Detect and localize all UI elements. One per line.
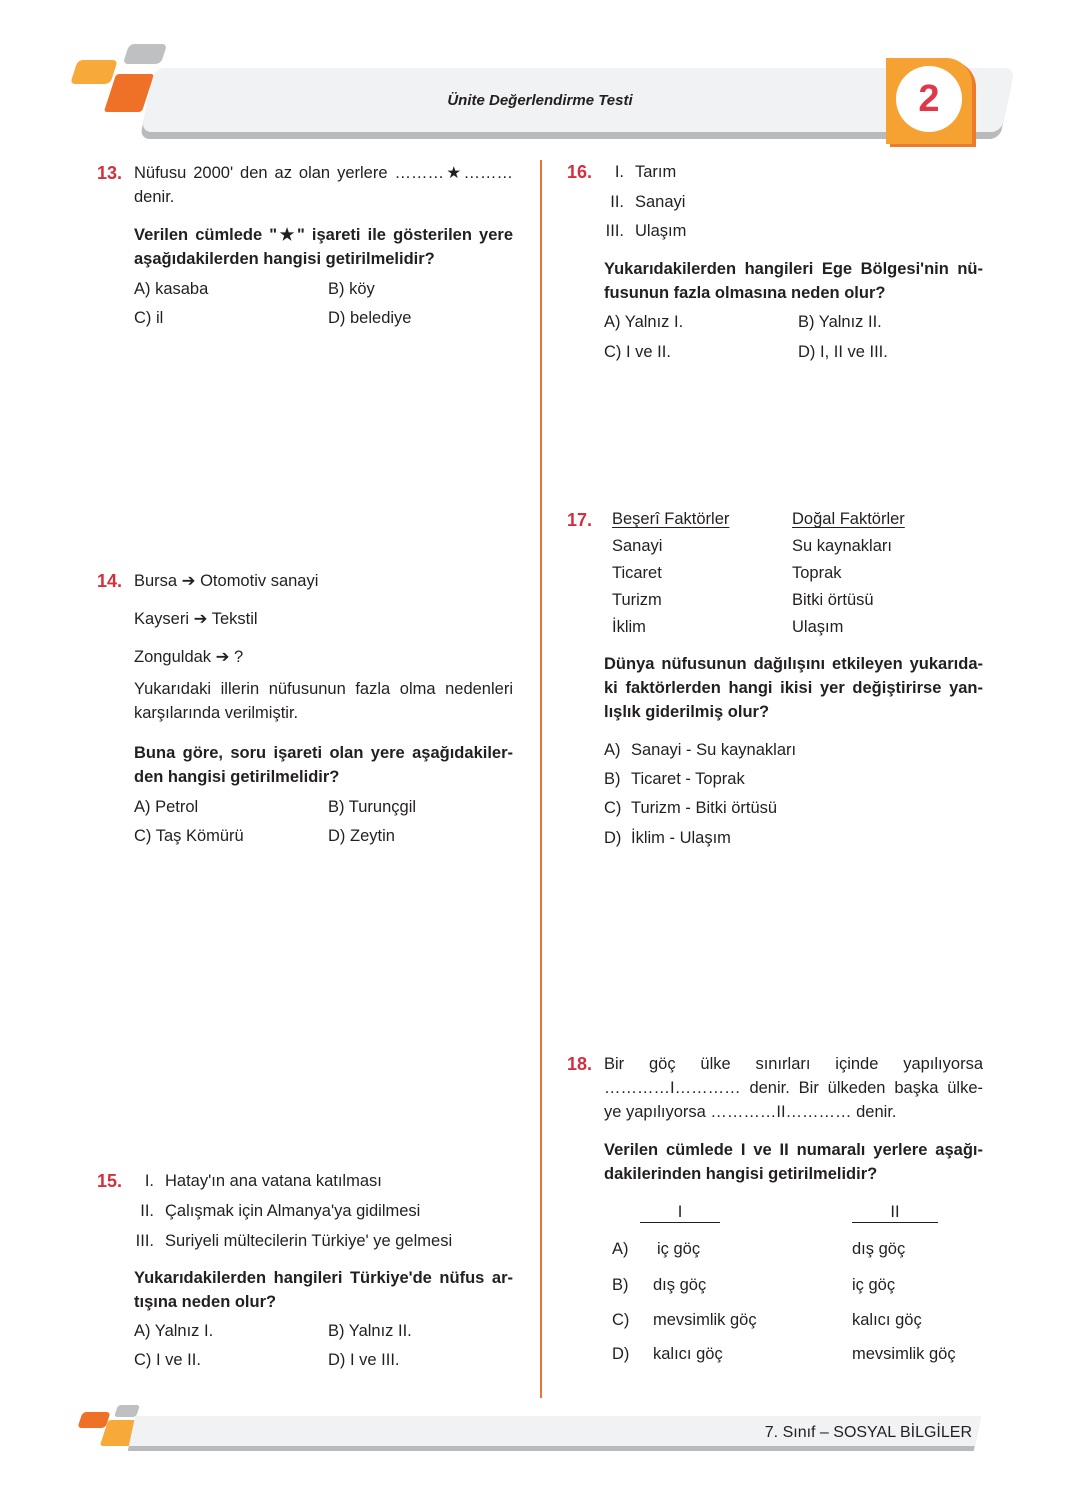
question-number: 16.: [567, 162, 593, 182]
table-cell: Turizm: [612, 591, 662, 609]
list-item: Kayseri ➔ Tekstil: [134, 610, 258, 628]
column-header: Doğal Faktörler: [792, 510, 905, 528]
option-a[interactable]: A) kasaba: [134, 280, 209, 298]
question-prompt: Yukarıdakilerden hangileri Türkiye'de nüfus ar-: [134, 1269, 513, 1287]
option-col-ii: kalıcı göç: [852, 1311, 922, 1329]
list-item: Sanayi: [635, 193, 686, 211]
option-col-i: mevsimlik göç: [653, 1311, 757, 1329]
roman-numeral: III.: [605, 222, 624, 240]
roman-numeral: I.: [144, 1172, 154, 1190]
column-divider: [540, 160, 542, 1398]
option-c[interactable]: C) I ve II.: [134, 1351, 201, 1369]
question-prompt: fusunun fazla olmasına neden olur?: [604, 284, 886, 302]
roman-numeral: II.: [610, 193, 624, 211]
option-b[interactable]: B) Yalnız II.: [328, 1322, 412, 1340]
footer-subject: 7. Sınıf – SOSYAL BİLGİLER: [764, 1424, 972, 1441]
option-b[interactable]: B) Turunçgil: [328, 798, 417, 816]
option-col-ii: iç göç: [852, 1276, 896, 1294]
question-text: Nüfusu 2000' den az olan yerlere ………★………: [134, 164, 513, 182]
list-item: Bursa ➔ Otomotiv sanayi: [134, 572, 319, 590]
test-number: 2: [918, 78, 940, 120]
test-number-badge: [886, 58, 972, 144]
roman-numeral: II.: [140, 1202, 154, 1220]
option-c[interactable]: C) I ve II.: [604, 343, 671, 361]
option-col-i: kalıcı göç: [653, 1345, 723, 1363]
question-prompt: Dünya nüfusunun dağılışını etkileyen yukarıda-: [604, 655, 983, 673]
question-text: …………I………… denir. Bir ülkeden başka ülke-: [604, 1079, 983, 1097]
question-prompt: lışlık giderilmiş olur?: [604, 703, 770, 721]
question-prompt: dakilerinden hangisi getirilmelidir?: [604, 1165, 878, 1183]
option-a[interactable]: A) Yalnız I.: [134, 1322, 214, 1340]
question-number: 17.: [567, 510, 593, 530]
option-text: Turizm - Bitki örtüsü: [631, 799, 778, 817]
column-header: Beşerî Faktörler: [612, 510, 730, 528]
table-cell: Bitki örtüsü: [792, 591, 874, 609]
option-col-i: iç göç: [657, 1240, 701, 1258]
question-number: 15.: [97, 1171, 123, 1191]
option-text: Ticaret - Toprak: [631, 770, 745, 788]
roman-numeral: I.: [614, 163, 624, 181]
list-item: Hatay'ın ana vatana katılması: [165, 1172, 382, 1190]
question-prompt: den hangisi getirilmelidir?: [134, 768, 340, 786]
list-item: Suriyeli mültecilerin Türkiye' ye gelmesi: [165, 1232, 453, 1250]
question-prompt: Yukarıdakilerden hangileri Ege Bölgesi'nin nü-: [604, 260, 983, 278]
option-d[interactable]: D) I, II ve III.: [798, 343, 888, 361]
option-b[interactable]: B) Yalnız II.: [798, 313, 882, 331]
list-item: Çalışmak için Almanya'ya gidilmesi: [165, 1202, 421, 1220]
question-prompt: aşağıdakilerden hangisi getirilmelidir?: [134, 250, 435, 268]
option-text: İklim - Ulaşım: [631, 829, 731, 847]
question-prompt: ki faktörlerden hangi ikisi yer değiştirirse yan-: [604, 679, 983, 697]
option-d[interactable]: D) belediye: [328, 309, 412, 327]
question-text: karşılarında verilmiştir.: [134, 704, 299, 722]
option-c[interactable]: C) il: [134, 309, 164, 327]
table-cell: Sanayi: [612, 537, 663, 555]
question-prompt: Verilen cümlede "★" işareti ile gösterilen yere: [134, 226, 513, 244]
table-cell: İklim: [612, 618, 646, 636]
question-number: 14.: [97, 571, 123, 591]
option-col-ii: dış göç: [852, 1240, 906, 1258]
table-cell: Ulaşım: [792, 618, 844, 636]
option-c[interactable]: C) Taş Kömürü: [134, 827, 244, 845]
question-prompt: tışına neden olur?: [134, 1293, 277, 1311]
list-item: Zonguldak ➔ ?: [134, 648, 244, 666]
option-d[interactable]: D) Zeytin: [328, 827, 395, 845]
question-number: 18.: [567, 1054, 593, 1074]
table-cell: Ticaret: [612, 564, 662, 582]
question-prompt: Verilen cümlede I ve II numaralı yerlere aşağı-: [604, 1141, 983, 1159]
option-letter: B): [604, 770, 621, 788]
option-letter: A): [604, 741, 621, 759]
list-item: Ulaşım: [635, 222, 687, 240]
option-d[interactable]: D) I ve III.: [328, 1351, 400, 1369]
table-cell: Su kaynakları: [792, 537, 892, 555]
option-col-ii: mevsimlik göç: [852, 1345, 956, 1363]
question-text: ye yapılıyorsa …………II………… denir.: [604, 1103, 897, 1121]
table-cell: Toprak: [792, 564, 842, 582]
column-header: I: [640, 1202, 720, 1223]
roman-numeral: III.: [135, 1232, 154, 1250]
option-col-i: dış göç: [653, 1276, 707, 1294]
option-a[interactable]: A) Yalnız I.: [604, 313, 684, 331]
header-title: Ünite Değerlendirme Testi: [447, 92, 633, 109]
option-letter: A): [612, 1240, 629, 1258]
question-text: denir.: [134, 188, 175, 206]
option-letter: D): [604, 829, 622, 847]
option-letter: D): [612, 1345, 630, 1363]
option-b[interactable]: B) köy: [328, 280, 375, 298]
column-header: II: [852, 1202, 938, 1223]
question-number: 13.: [97, 163, 123, 183]
list-item: Tarım: [635, 163, 677, 181]
option-letter: C): [612, 1311, 630, 1329]
option-text: Sanayi - Su kaynakları: [631, 741, 797, 759]
option-a[interactable]: A) Petrol: [134, 798, 199, 816]
option-letter: C): [604, 799, 622, 817]
question-text: Bir göç ülke sınırları içinde yapılıyorsa: [604, 1055, 983, 1073]
question-text: Yukarıdaki illerin nüfusunun fazla olma nedenleri: [134, 680, 513, 698]
option-letter: B): [612, 1276, 629, 1294]
question-prompt: Buna göre, soru işareti olan yere aşağıdakiler-: [134, 744, 513, 762]
